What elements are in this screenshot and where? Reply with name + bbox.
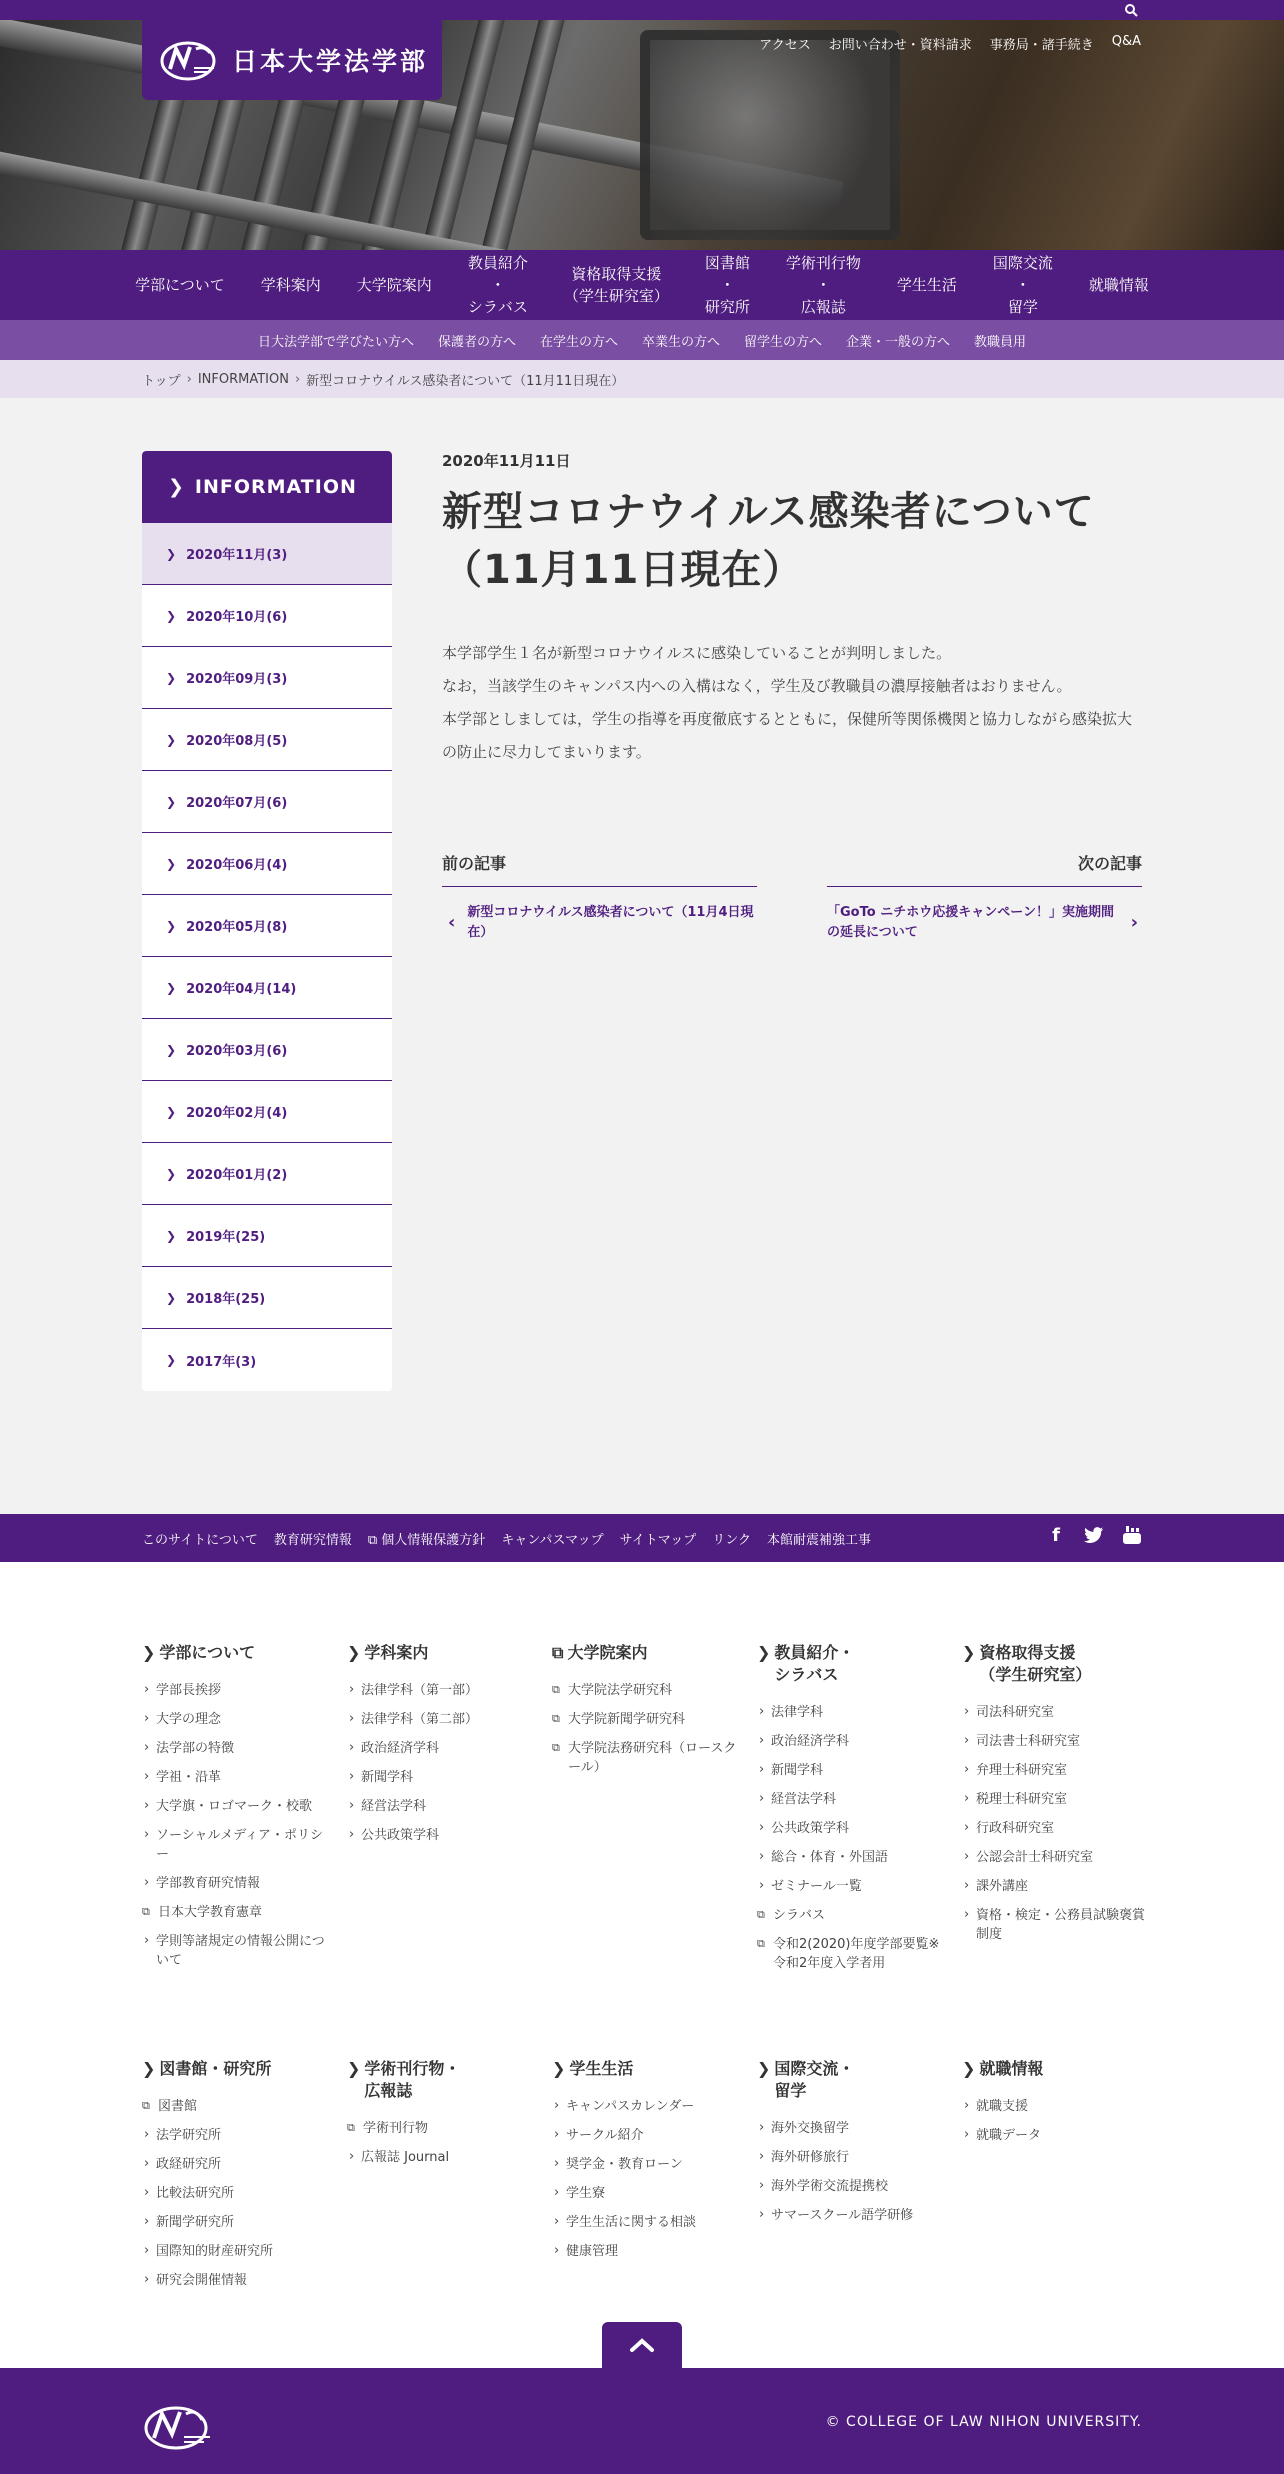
- footer-link[interactable]: › 海外研修旅行: [757, 2143, 942, 2172]
- copyright: © COLLEGE OF LAW NIHON UNIVERSITY.: [825, 2414, 1142, 2430]
- nav-item-publications[interactable]: 学術刊行物 ・ 広報誌: [785, 254, 861, 316]
- footer-col-title-text: 学部について: [159, 1643, 256, 1662]
- footer-sitemap: [0, 1562, 1284, 2368]
- audience-link-corporate[interactable]: 企業・一般の方へ: [846, 334, 951, 350]
- footer-link-sitemap[interactable]: サイトマップ: [619, 1532, 697, 1548]
- chevron-right-icon: ❯: [166, 1228, 177, 1243]
- footer-link[interactable]: › 海外学術交流提携校: [757, 2172, 942, 2201]
- footer-link[interactable]: › 広報誌 Journal: [347, 2143, 532, 2172]
- footer-col-title-text: 資格取得支援 （学生研究室）: [979, 1643, 1092, 1684]
- sidebar-item-label: 2020年10月(6): [186, 610, 288, 625]
- article-paragraph: 本学部学生１名が新型コロナウイルスに感染していることが判明しました。: [442, 644, 952, 662]
- next-article-link[interactable]: [827, 903, 1142, 943]
- footer-link[interactable]: › 法律学科（第一部）: [347, 1676, 532, 1705]
- search-icon[interactable]: [1124, 3, 1138, 17]
- sidebar-item[interactable]: [142, 833, 392, 895]
- chevron-left-icon: ‹: [448, 912, 456, 933]
- footer-link[interactable]: › 法律学科: [757, 1698, 942, 1727]
- sidebar-item-label: 2020年09月(3): [186, 672, 288, 687]
- footer-link[interactable]: › 公認会計士科研究室: [962, 1843, 1147, 1872]
- chevron-right-icon: ❯: [166, 980, 177, 995]
- next-article-title: 「GoTo ニチホウ応援キャンペーン！」実施期間の延長について: [827, 905, 1114, 940]
- footer-col-title[interactable]: [347, 1642, 532, 1664]
- utility-nav: [759, 34, 1141, 53]
- footer-link[interactable]: › 新聞学科: [757, 1756, 942, 1785]
- sidebar-item-label: 2019年(25): [186, 1230, 266, 1245]
- nav-item-international[interactable]: 国際交流 ・ 留学: [992, 254, 1053, 316]
- audience-link-alumni[interactable]: 卒業生の方へ: [641, 334, 720, 350]
- footer-link[interactable]: › 研究会開催情報: [142, 2266, 327, 2295]
- sidebar-item-label: 2020年02月(4): [186, 1106, 288, 1121]
- util-link-office[interactable]: 事務局・諸手続き: [989, 38, 1094, 53]
- chevron-right-icon: ❯: [166, 856, 177, 871]
- facebook-icon[interactable]: f: [1052, 1524, 1060, 1546]
- footer-link[interactable]: › 法律学科（第二部）: [347, 1705, 532, 1734]
- breadcrumb-section[interactable]: INFORMATION: [197, 371, 289, 387]
- chevron-right-icon: ›: [186, 371, 192, 387]
- footer-link[interactable]: › サークル紹介: [552, 2121, 737, 2150]
- footer-col-title[interactable]: [142, 1642, 327, 1664]
- footer-col-departments: [347, 1642, 532, 1850]
- nav-item-qualification[interactable]: 資格取得支援 （学生研究室）: [563, 265, 669, 305]
- footer-col-list: [962, 1698, 1147, 1949]
- footer-link[interactable]: › 政経研究所: [142, 2150, 327, 2179]
- footer-link-campus-map[interactable]: キャンパスマップ: [501, 1532, 604, 1548]
- footer-link[interactable]: ⧉ シラバス: [757, 1901, 942, 1930]
- external-window-icon: ⧉: [367, 1532, 378, 1548]
- audience-link-prospective[interactable]: 日大法学部で学びたい方へ: [257, 334, 414, 350]
- footer-col-title-text: 大学院案内: [567, 1643, 648, 1662]
- sidebar-item-label: 2020年06月(4): [186, 858, 288, 873]
- footer-link[interactable]: › 新聞学科: [347, 1763, 532, 1792]
- nu-logo-icon: [158, 35, 222, 85]
- chevron-right-icon: ›: [1130, 912, 1138, 933]
- footer-link[interactable]: › 国際知的財産研究所: [142, 2237, 327, 2266]
- article-body: [442, 637, 1142, 769]
- footer-link[interactable]: ⧉ 大学院法務研究科（ロースクール）: [552, 1734, 737, 1782]
- twitter-icon[interactable]: [1084, 1524, 1104, 1546]
- archive-sidebar: [142, 451, 392, 1391]
- chevron-right-icon: ❯: [142, 1643, 156, 1662]
- social-links: [1046, 1524, 1142, 1546]
- footer-col-title[interactable]: [757, 2058, 942, 2102]
- footer-link-seismic[interactable]: 本館耐震補強工事: [766, 1532, 871, 1548]
- main-nav: [0, 250, 1284, 320]
- sidebar-item[interactable]: [142, 1205, 392, 1267]
- footer-col-title-text: 学術刊行物・ 広報誌: [364, 2059, 461, 2100]
- breadcrumb-home[interactable]: トップ: [142, 373, 181, 389]
- footer-col-list: [142, 1676, 327, 1975]
- sidebar-item-label: 2020年08月(5): [186, 734, 288, 749]
- chevron-right-icon: ❯: [166, 608, 177, 623]
- sidebar-item[interactable]: [142, 709, 392, 771]
- footer-col-list: [142, 2092, 327, 2295]
- sidebar-item[interactable]: [142, 771, 392, 833]
- footer-link[interactable]: › ソーシャルメディア・ポリシー: [142, 1821, 327, 1869]
- external-window-icon: ⧉: [552, 1643, 564, 1662]
- footer-link[interactable]: › 税理士科研究室: [962, 1785, 1147, 1814]
- footer-col-library: [142, 2058, 327, 2295]
- footer-col-faculty: [142, 1642, 327, 1975]
- footer-link[interactable]: › 政治経済学科: [757, 1727, 942, 1756]
- sidebar-title-text: INFORMATION: [194, 476, 357, 498]
- footer-link[interactable]: › 比較法研究所: [142, 2179, 327, 2208]
- audience-nav: [0, 320, 1284, 360]
- arrow-up-icon: [629, 2337, 655, 2353]
- sidebar-item[interactable]: [142, 1081, 392, 1143]
- footer-link[interactable]: › 新聞学研究所: [142, 2208, 327, 2237]
- footer-link[interactable]: › 就職支援: [962, 2092, 1147, 2121]
- footer-link[interactable]: › 総合・体育・外国語: [757, 1843, 942, 1872]
- sidebar-item-label: 2020年04月(14): [186, 982, 297, 997]
- util-link-access[interactable]: アクセス: [759, 38, 811, 53]
- audience-link-staff[interactable]: 教職員用: [974, 334, 1027, 350]
- prev-article-title: 新型コロナウイルス感染者について（11月4日現在）: [467, 905, 754, 940]
- footer-link-privacy[interactable]: [368, 1529, 485, 1548]
- footer-col-list: [757, 1698, 942, 1978]
- footer-col-title-text: 教員紹介・ シラバス: [774, 1643, 855, 1684]
- chevron-right-icon: ❯: [166, 918, 177, 933]
- site-title: 日本大学法学部: [232, 47, 429, 76]
- prev-label: 前の記事: [442, 851, 757, 887]
- footer-col-title[interactable]: [757, 1642, 942, 1686]
- footer-link[interactable]: › 健康管理: [552, 2237, 737, 2266]
- footer-link[interactable]: › 経営法学科: [757, 1785, 942, 1814]
- site-logo[interactable]: [142, 20, 442, 100]
- footer-col-title-text: 就職情報: [979, 2059, 1044, 2078]
- footer-link[interactable]: › 海外交換留学: [757, 2114, 942, 2143]
- footer-link[interactable]: ⧉ 大学院新聞学研究科: [552, 1705, 737, 1734]
- chevron-right-icon: ❯: [166, 1104, 177, 1119]
- footer-col-list: [347, 1676, 532, 1850]
- audience-link-students[interactable]: 在学生の方へ: [539, 334, 618, 350]
- article-title: 新型コロナウイルス感染者について（11月11日現在）: [442, 489, 1095, 593]
- footer-link[interactable]: › 学則等諸規定の情報公開について: [142, 1927, 327, 1975]
- footer-link-links[interactable]: リンク: [712, 1532, 751, 1548]
- footer-link[interactable]: › 司法書士科研究室: [962, 1727, 1147, 1756]
- chevron-right-icon: ❯: [166, 546, 177, 561]
- chevron-right-icon: ❯: [168, 476, 185, 498]
- chevron-right-icon: ❯: [166, 670, 177, 685]
- chevron-right-icon: ❯: [142, 2059, 156, 2078]
- footer-col-student-life: [552, 2058, 737, 2266]
- chevron-right-icon: ›: [294, 371, 301, 387]
- nu-logo-icon[interactable]: [142, 2398, 222, 2454]
- footer-col-title-text: 学科案内: [364, 1643, 429, 1662]
- footer-col-title[interactable]: [142, 2058, 327, 2080]
- footer-link[interactable]: › 課外講座: [962, 1872, 1147, 1901]
- footer-col-career: [962, 2058, 1147, 2150]
- footer-bottom: [0, 2368, 1284, 2474]
- footer-link[interactable]: › 政治経済学科: [347, 1734, 532, 1763]
- sidebar-item[interactable]: [142, 585, 392, 647]
- footer-col-list: [347, 2114, 532, 2172]
- chevron-right-icon: ❯: [757, 2059, 771, 2078]
- footer-link[interactable]: › 大学旗・ロゴマーク・校歌: [142, 1792, 327, 1821]
- top-bar: [0, 0, 1284, 20]
- chevron-right-icon: ❯: [757, 1643, 771, 1662]
- footer-col-title[interactable]: [347, 2058, 532, 2102]
- chevron-right-icon: ❯: [347, 1643, 361, 1662]
- footer-col-list: [962, 2092, 1147, 2150]
- footer-col-title[interactable]: [552, 1642, 737, 1664]
- nav-item-student-life[interactable]: 学生生活: [896, 276, 957, 294]
- chevron-right-icon: ❯: [552, 2059, 566, 2078]
- footer-col-publications: [347, 2058, 532, 2172]
- footer-col-graduate: [552, 1642, 737, 1782]
- footer-link[interactable]: › 奨学金・教育ローン: [552, 2150, 737, 2179]
- sidebar-item[interactable]: [142, 895, 392, 957]
- article-date: 2020年11月11日: [442, 452, 571, 470]
- footer-link-about-site[interactable]: このサイトについて: [142, 1532, 258, 1548]
- footer-col-title[interactable]: [962, 2058, 1147, 2080]
- nav-item-faculty-syllabus[interactable]: 教員紹介 ・ シラバス: [467, 254, 528, 316]
- hero-plaque: [640, 30, 900, 240]
- footer-link[interactable]: › 資格・検定・公務員試験褒賞制度: [962, 1901, 1147, 1949]
- sidebar-item[interactable]: [142, 1143, 392, 1205]
- nav-item-faculty[interactable]: 学部について: [135, 276, 225, 294]
- footer-link[interactable]: › 学祖・沿革: [142, 1763, 327, 1792]
- footer-link[interactable]: › 経営法学科: [347, 1792, 532, 1821]
- sidebar-item[interactable]: [142, 957, 392, 1019]
- footer-col-title-text: 図書館・研究所: [159, 2059, 272, 2078]
- footer-col-list: [757, 2114, 942, 2230]
- footer-link[interactable]: › 大学の理念: [142, 1705, 327, 1734]
- footer-link[interactable]: ⧉ 大学院法学研究科: [552, 1676, 737, 1705]
- chevron-right-icon: ❯: [166, 1290, 177, 1305]
- footer-col-qualification: [962, 1642, 1147, 1949]
- chevron-right-icon: ❯: [962, 2059, 976, 2078]
- footer-link[interactable]: › キャンパスカレンダー: [552, 2092, 737, 2121]
- footer-link[interactable]: › 弁理士科研究室: [962, 1756, 1147, 1785]
- next-article: [827, 851, 1142, 943]
- chevron-right-icon: ❯: [347, 2059, 361, 2078]
- sidebar-item-label: 2018年(25): [186, 1292, 266, 1307]
- nav-item-departments[interactable]: 学科案内: [260, 276, 321, 294]
- sidebar-item-label: 2020年11月(3): [186, 548, 288, 563]
- back-to-top-button[interactable]: [602, 2322, 682, 2368]
- article-paragraph: 本学部としましては，学生の指導を再度徹底するとともに，保健所等関係機関と協力しながら感染拡大の防止に尽力してまいります。: [442, 710, 1133, 761]
- breadcrumb: [0, 360, 1284, 398]
- footer-link[interactable]: › 司法科研究室: [962, 1698, 1147, 1727]
- sidebar-item[interactable]: [142, 1329, 392, 1391]
- nav-item-career[interactable]: 就職情報: [1088, 276, 1149, 294]
- next-label: 次の記事: [827, 851, 1142, 887]
- chevron-right-icon: ❯: [166, 794, 177, 809]
- footer-link[interactable]: ⧉ 図書館: [142, 2092, 327, 2121]
- footer-col-title-text: 学生生活: [569, 2059, 634, 2078]
- sidebar-item-label: 2017年(3): [186, 1354, 257, 1370]
- footer-link[interactable]: ⧉ 学術刊行物: [347, 2114, 532, 2143]
- footer-col-title[interactable]: [552, 2058, 737, 2080]
- util-link-contact[interactable]: お問い合わせ・資料請求: [828, 38, 972, 53]
- breadcrumb-current: 新型コロナウイルス感染者について（11月11日現在）: [306, 373, 625, 389]
- prev-article: [442, 851, 757, 943]
- article-pagination: [442, 851, 1142, 951]
- footer-link[interactable]: ⧉ 日本大学教育憲章: [142, 1898, 327, 1927]
- footer-link[interactable]: › 法学部の特徴: [142, 1734, 327, 1763]
- sidebar-item-label: 2020年03月(6): [186, 1044, 288, 1059]
- nav-item-graduate[interactable]: 大学院案内: [356, 276, 432, 294]
- footer-link[interactable]: › 学生寮: [552, 2179, 737, 2208]
- youtube-icon[interactable]: [1122, 1524, 1142, 1546]
- footer-link[interactable]: › 就職データ: [962, 2121, 1147, 2150]
- sidebar-item[interactable]: [142, 1019, 392, 1081]
- footer-col-faculty-syllabus: [757, 1642, 942, 1978]
- footer-link[interactable]: › 学生生活に関する相談: [552, 2208, 737, 2237]
- util-link-qa[interactable]: Q&A: [1111, 34, 1141, 49]
- chevron-right-icon: ❯: [166, 732, 177, 747]
- footer-col-title-text: 国際交流・ 留学: [774, 2059, 855, 2100]
- footer-link[interactable]: › 法学研究所: [142, 2121, 327, 2150]
- footer-link[interactable]: › 行政科研究室: [962, 1814, 1147, 1843]
- footer-link[interactable]: › 学部教育研究情報: [142, 1869, 327, 1898]
- article: [442, 450, 1142, 769]
- sidebar-item-label: 2020年05月(8): [186, 920, 288, 935]
- footer-link[interactable]: › 学部長挨拶: [142, 1676, 327, 1705]
- sidebar-item-label: 2020年01月(2): [186, 1168, 288, 1183]
- chevron-right-icon: ❯: [166, 1042, 177, 1057]
- chevron-right-icon: ❯: [166, 1353, 177, 1367]
- footer-col-list: [552, 2092, 737, 2266]
- audience-link-parents[interactable]: 保護者の方へ: [437, 334, 516, 350]
- audience-link-intl[interactable]: 留学生の方へ: [744, 334, 823, 350]
- footer-link-edu-info[interactable]: 教育研究情報: [273, 1532, 352, 1548]
- sidebar-item-label: 2020年07月(6): [186, 796, 288, 811]
- chevron-right-icon: ❯: [166, 1166, 177, 1181]
- prev-article-link[interactable]: [442, 903, 757, 943]
- footer-col-title[interactable]: [962, 1642, 1147, 1686]
- footer-link[interactable]: › 公共政策学科: [347, 1821, 532, 1850]
- article-paragraph: なお，当該学生のキャンパス内への入構はなく，学生及び教職員の濃厚接触者はおりません。: [442, 677, 1072, 695]
- sidebar-item[interactable]: [142, 647, 392, 709]
- footer-col-international: [757, 2058, 942, 2230]
- footer-col-list: [552, 1676, 737, 1782]
- footer-link[interactable]: ⧉ 令和2(2020)年度学部要覧※令和2年度入学者用: [757, 1930, 942, 1978]
- sidebar-item[interactable]: [142, 1267, 392, 1329]
- footer-link[interactable]: › ゼミナール一覧: [757, 1872, 942, 1901]
- footer-link[interactable]: › サマースクール語学研修: [757, 2201, 942, 2230]
- footer-link[interactable]: › 公共政策学科: [757, 1814, 942, 1843]
- sidebar-title: [142, 451, 392, 523]
- sidebar-item[interactable]: [142, 523, 392, 585]
- chevron-right-icon: ❯: [962, 1643, 976, 1662]
- footer-link-privacy-label: 個人情報保護方針: [381, 1532, 486, 1548]
- nav-item-library[interactable]: 図書館 ・ 研究所: [704, 254, 750, 316]
